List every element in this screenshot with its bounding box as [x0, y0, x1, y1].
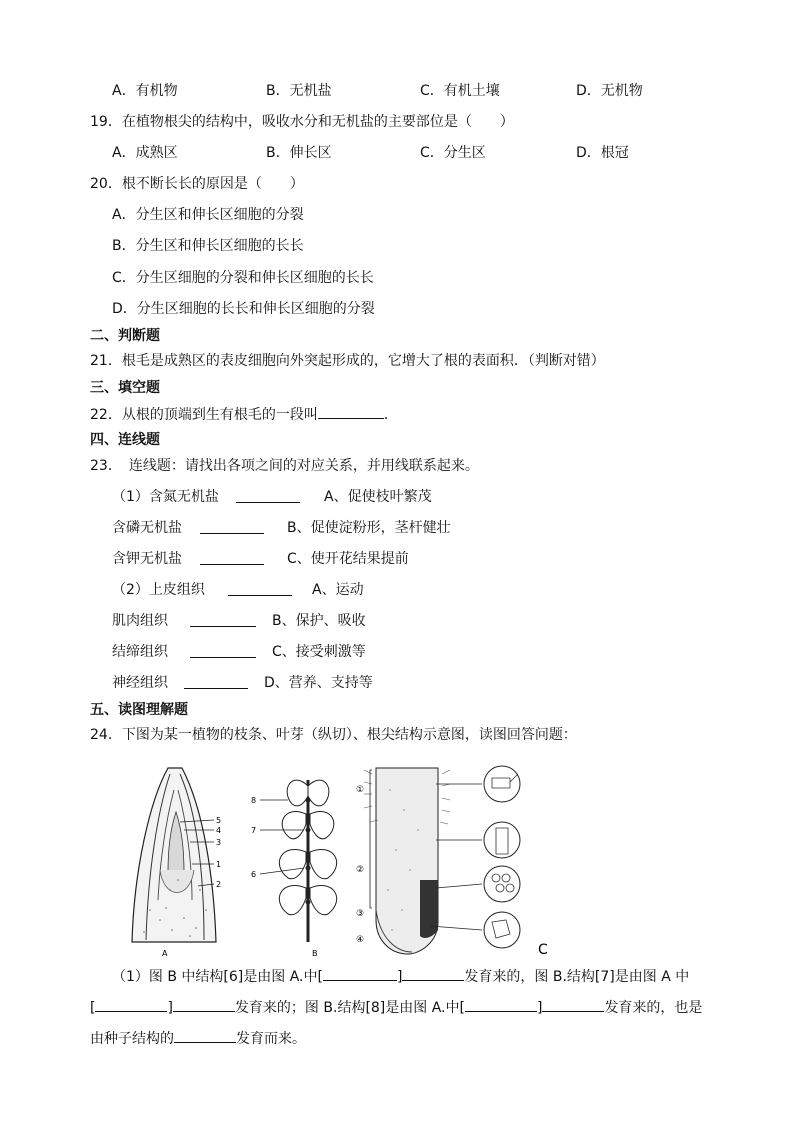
- q18-option-a: A．有机物: [112, 83, 178, 99]
- q18-option-c: C．有机土壤: [420, 83, 500, 99]
- figure-a-label-4: 4: [216, 826, 222, 835]
- q24-sub1-bracket-close-3: ]: [536, 1000, 543, 1016]
- q24-blank-7[interactable]: [174, 1028, 236, 1043]
- q23-g1-blank-3[interactable]: [200, 550, 264, 565]
- figure-a-label-5: 5: [216, 816, 222, 825]
- q23-g2-blank-4[interactable]: [184, 674, 248, 689]
- figure-b-label-7: 7: [251, 826, 257, 835]
- figure-b-caption: B: [312, 949, 318, 958]
- section-heading-fill-blank: 三、填空题: [90, 380, 160, 396]
- q21-text: 21．根毛是成熟区的表皮细胞向外突起形成的，它增大了根的表面积．（判断对错）: [90, 353, 605, 369]
- q24-blank-6[interactable]: [542, 997, 604, 1012]
- q23-g2-right-2: B、保护、吸收: [272, 613, 366, 629]
- q24-blank-2[interactable]: [402, 966, 464, 981]
- figure-c-zone-1: ①: [356, 785, 365, 795]
- q23-g1-right-3: C、使开花结果提前: [287, 551, 409, 567]
- figure-a-label-2: 2: [216, 880, 222, 889]
- q23-g2-blank-2[interactable]: [190, 612, 256, 627]
- q19-option-d: D．根冠: [576, 145, 629, 161]
- q23-g1-left-3: 含钾无机盐: [112, 551, 182, 567]
- q23-g2-left-2: 肌肉组织: [112, 613, 168, 629]
- q23-g2-left-3: 结缔组织: [112, 644, 168, 660]
- q24-sub1-text-5: 由种子结构的: [90, 1031, 174, 1047]
- q24-sub1-text-1: （1）图 B 中结构[6]是由图 A.中[: [112, 969, 323, 985]
- q23-g1-left-2: 含磷无机盐: [112, 520, 182, 536]
- q24-sub1-line-1: [112, 966, 689, 987]
- q23-g1-blank-1[interactable]: [236, 488, 300, 503]
- figure-c-zone-4: ④: [356, 935, 365, 945]
- q20-option-b: B．分生区和伸长区细胞的长长: [112, 238, 304, 254]
- q19-option-b: B．伸长区: [266, 145, 332, 161]
- section-heading-matching: 四、连线题: [90, 432, 160, 448]
- q22-prefix: 22．从根的顶端到生有根毛的一段叫: [90, 407, 318, 423]
- figure-b-branch: [251, 780, 337, 958]
- q24-sub1-text-4: 发育来的，也是: [604, 1000, 703, 1016]
- figure-c-zone-2: ②: [356, 865, 365, 875]
- q23-g2-right-3: C、接受刺激等: [272, 644, 366, 660]
- q24-blank-1[interactable]: [323, 966, 397, 981]
- figure-a-leaf-bud: [132, 768, 221, 958]
- figure-c-zone-3: ③: [356, 909, 365, 919]
- figure-a-caption: A: [162, 949, 168, 958]
- q24-figure: [120, 760, 580, 960]
- q19-option-a: A．成熟区: [112, 145, 178, 161]
- q24-blank-5[interactable]: [465, 997, 537, 1012]
- figure-b-label-8: 8: [251, 796, 257, 805]
- q19-stem: 19．在植物根尖的结构中，吸收水分和无机盐的主要部位是（ ）: [90, 114, 514, 130]
- q20-option-c: C．分生区细胞的分裂和伸长区细胞的长长: [112, 270, 374, 286]
- q23-g1-left-1: （1）含氮无机盐: [112, 489, 219, 505]
- q23-g2-right-4: D、营养、支持等: [264, 675, 373, 691]
- q22-suffix: ．: [383, 407, 398, 423]
- q24-sub1-bracket-1: ]: [396, 969, 403, 985]
- q20-stem: 20．根不断长长的原因是（ ）: [90, 176, 304, 192]
- section-heading-judgement: 二、判断题: [90, 328, 160, 344]
- q20-option-a: A．分生区和伸长区细胞的分裂: [112, 207, 304, 223]
- figure-b-label-6: 6: [251, 870, 257, 879]
- q24-blank-4[interactable]: [173, 997, 235, 1012]
- q24-stem: 24．下图为某一植物的枝条、叶芽（纵切）、根尖结构示意图，读图回答问题：: [90, 727, 577, 743]
- q23-g2-blank-3[interactable]: [190, 643, 256, 658]
- q23-g2-right-1: A、运动: [312, 582, 364, 598]
- q24-sub1-text-3: 发育来的；图 B.结构[8]是由图 A.中[: [234, 1000, 465, 1016]
- q24-sub1-text-2: 发育来的，图 B.结构[7]是由图 A 中: [464, 969, 690, 985]
- q24-blank-3[interactable]: [95, 997, 167, 1012]
- section-heading-diagram: 五、读图理解题: [90, 702, 188, 718]
- figure-c-caption: C: [538, 942, 548, 958]
- q22-line: [90, 404, 398, 425]
- q23-g1-blank-2[interactable]: [200, 519, 264, 534]
- q22-answer-blank[interactable]: [318, 404, 384, 419]
- q24-sub1-line-2: [90, 997, 702, 1018]
- q24-sub1-bracket-open-2: [: [90, 1000, 96, 1016]
- q19-option-c: C．分生区: [420, 145, 486, 161]
- q18-option-d: D．无机物: [576, 83, 643, 99]
- figure-a-label-3: 3: [216, 838, 222, 847]
- q23-g1-right-1: A、促使枝叶繁茂: [324, 489, 432, 505]
- q24-sub1-line-3: [90, 1028, 306, 1049]
- q24-sub1-text-6: 发育而来。: [236, 1031, 306, 1047]
- q18-option-b: B．无机盐: [266, 83, 332, 99]
- figure-a-label-1: 1: [216, 860, 222, 869]
- q23-g2-left-1: （2）上皮组织: [112, 582, 205, 598]
- figure-c-root-tip: [356, 766, 548, 958]
- q20-option-d: D．分生区细胞的长长和伸长区细胞的分裂: [112, 301, 375, 317]
- q24-sub1-bracket-close-2: ]: [167, 1000, 173, 1016]
- q23-g1-right-2: B、促使淀粉形，茎杆健壮: [287, 520, 451, 536]
- q23-stem: 23． 连线题：请找出各项之间的对应关系，并用线联系起来。: [90, 458, 479, 474]
- q23-g2-left-4: 神经组织: [112, 675, 168, 691]
- q23-g2-blank-1[interactable]: [228, 581, 292, 596]
